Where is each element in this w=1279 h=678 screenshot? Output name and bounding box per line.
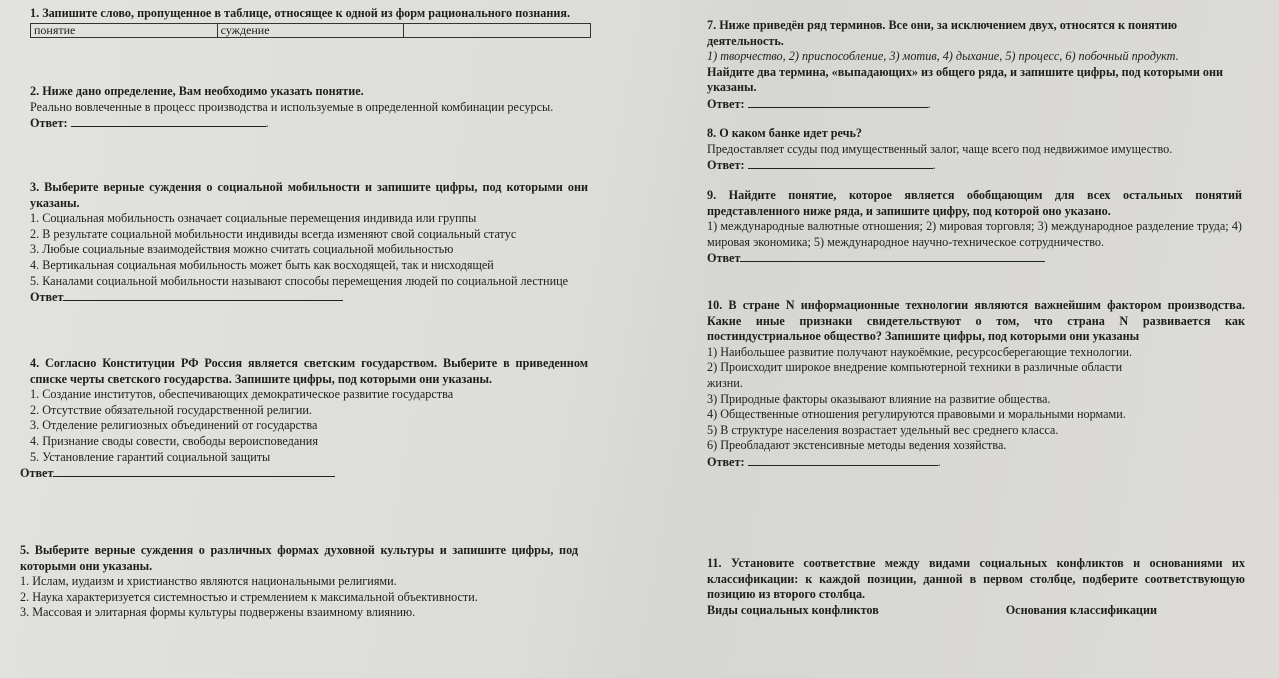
- table-cell: понятие: [31, 23, 218, 37]
- question-2-title: 2. Ниже дано определение, Вам необходимо указать понятие.: [30, 84, 364, 98]
- question-7-terms: 1) творчество, 2) приспособление, 3) мотив, 4) дыхание, 5) процесс, 6) побочный продукт.: [707, 49, 1179, 64]
- answer-label: Ответ:: [707, 96, 745, 111]
- list-item: 1) Наибольшее развитие получают наукоёмкие, ресурсосберегающие технологии.: [707, 344, 1133, 359]
- question-4-answer: [20, 465, 588, 482]
- column-header: Виды социальных конфликтов: [707, 602, 879, 617]
- question-3-title: 3. Выберите верные суждения о социальной мобильности и запишите цифры, под которыми они указаны.: [30, 180, 588, 210]
- answer-label: Ответ: [707, 251, 741, 266]
- list-item: 2. Отсутствие обязательной государственной религии.: [30, 402, 312, 417]
- question-3-answer: [30, 289, 588, 306]
- list-item: 5. Установление гарантий социальной защиты: [30, 449, 271, 464]
- question-1-table: [30, 23, 591, 38]
- question-10-title: 10. В стране N информационные технологии являются важнейшим фактором производства. Какие иные признаки свидетельствуют о том, что страна N развивается как постиндустриальное общество? Запишите цифры, под которыми они указаны: [707, 298, 1245, 344]
- answer-line[interactable]: [71, 115, 266, 127]
- question-2-answer: Ответ: .: [30, 116, 269, 131]
- question-8: [707, 126, 1247, 174]
- list-item: 3. Массовая и элитарная формы культуры подвержены взаимному влиянию.: [20, 605, 416, 620]
- question-1: [30, 6, 595, 38]
- list-item: 1. Ислам, иудаизм и христианство являются национальными религиями.: [20, 574, 397, 589]
- list-item: 5) В структуре населения возрастает удельный вес среднего класса.: [707, 422, 1059, 437]
- question-10-answer: Ответ: .: [707, 454, 941, 469]
- question-3: [30, 180, 588, 306]
- list-item: 2) Происходит широкое внедрение компьютерной техники в различные области жизни.: [707, 360, 1123, 390]
- answer-label: Ответ: [30, 290, 64, 305]
- list-item: 2. В результате социальной мобильности индивиды всегда изменяют свой социальный статус: [30, 226, 517, 241]
- question-1-title: 1. Запишите слово, пропущенное в таблице, относящее к одной из форм рационального познания.: [30, 6, 571, 20]
- question-11: [707, 556, 1245, 618]
- question-9-answer: [707, 250, 1242, 267]
- list-item: 4) Общественные отношения регулируются правовыми и моральными нормами.: [707, 407, 1126, 422]
- question-4-title: 4. Согласно Конституции РФ Россия является светским государством. Выберите в приведенном списке черты светского государства. Запишите цифры, под которыми они указаны.: [30, 356, 588, 386]
- question-2: [30, 84, 595, 132]
- answer-label: Ответ:: [707, 454, 745, 469]
- answer-label: Ответ:: [30, 116, 68, 131]
- list-item: 3. Отделение религиозных объединений от государства: [30, 418, 318, 433]
- question-4: [20, 356, 588, 482]
- answer-line[interactable]: [63, 289, 343, 301]
- question-7-task: Найдите два термина, «выпадающих» из общего ряда, и запишите цифры, под которыми они указаны.: [707, 64, 1224, 95]
- question-10: [707, 298, 1245, 471]
- list-item: 4. Вертикальная социальная мобильность может быть как восходящей, так и нисходящей: [30, 257, 494, 272]
- answer-line[interactable]: [53, 465, 335, 477]
- answer-line[interactable]: [748, 454, 938, 466]
- answer-line[interactable]: [748, 157, 933, 169]
- list-item: 1. Социальная мобильность означает социальные перемещения индивида или группы: [30, 211, 477, 226]
- question-7: [707, 18, 1247, 113]
- answer-line[interactable]: [740, 250, 1045, 262]
- list-item: 1. Создание институтов, обеспечивающих демократическое развитие государства: [30, 387, 454, 402]
- question-11-columns: [707, 603, 1157, 619]
- list-item: 3. Любые социальные взаимодействия можно считать социальной мобильностью: [30, 242, 454, 257]
- list-item: 5. Каналами социальной мобильности называют способы перемещения людей по социальной лестнице: [30, 273, 569, 288]
- question-8-title: 8. О каком банке идет речь?: [707, 126, 863, 140]
- list-item: 4. Признание своды совести, свободы вероисповедания: [30, 433, 318, 448]
- answer-label: Ответ:: [707, 158, 745, 173]
- question-9-text: 1) международные валютные отношения; 2) мировая торговля; 3) международное разделение труда; 4) мировая экономика; 5) международное научно-техническое сотрудничество.: [707, 219, 1242, 249]
- list-item: 3) Природные факторы оказывают влияние на развитие общества.: [707, 391, 1051, 406]
- question-8-text: Предоставляет ссуды под имущественный залог, чаще всего под недвижимое имущество.: [707, 141, 1173, 156]
- question-2-text: Реально вовлеченные в процесс производства и используемые в определенной комбинации ресурсы.: [30, 99, 554, 114]
- column-header: Основания классификации: [1005, 602, 1157, 617]
- question-5: [20, 543, 578, 621]
- answer-label: Ответ: [20, 466, 54, 481]
- table-cell: суждение: [217, 23, 404, 37]
- answer-line[interactable]: [748, 96, 928, 108]
- question-5-title: 5. Выберите верные суждения о различных формах духовной культуры и запишите цифры, под которыми они указаны.: [20, 543, 578, 573]
- question-8-answer: Ответ: .: [707, 158, 936, 173]
- question-11-title: 11. Установите соответствие между видами социальных конфликтов и основаниями их классификации: к каждой позиции, данной в первом столбце, подберите соответствующую позицию из второго столбца.: [707, 556, 1245, 602]
- list-item: 2. Наука характеризуется системностью и стремлением к максимальной объективности.: [20, 589, 478, 604]
- question-7-answer: Ответ: .: [707, 96, 931, 111]
- table-cell-blank[interactable]: [404, 23, 591, 37]
- question-9: [707, 188, 1242, 267]
- question-9-title: 9. Найдите понятие, которое является обобщающим для всех остальных понятий представленного ниже ряда, и запишите цифру, под которой оно указано.: [707, 188, 1242, 218]
- list-item: 6) Преобладают экстенсивные методы ведения хозяйства.: [707, 438, 1007, 453]
- question-7-title: 7. Ниже приведён ряд терминов. Все они, за исключением двух, относятся к понятию деятельность.: [707, 18, 1178, 48]
